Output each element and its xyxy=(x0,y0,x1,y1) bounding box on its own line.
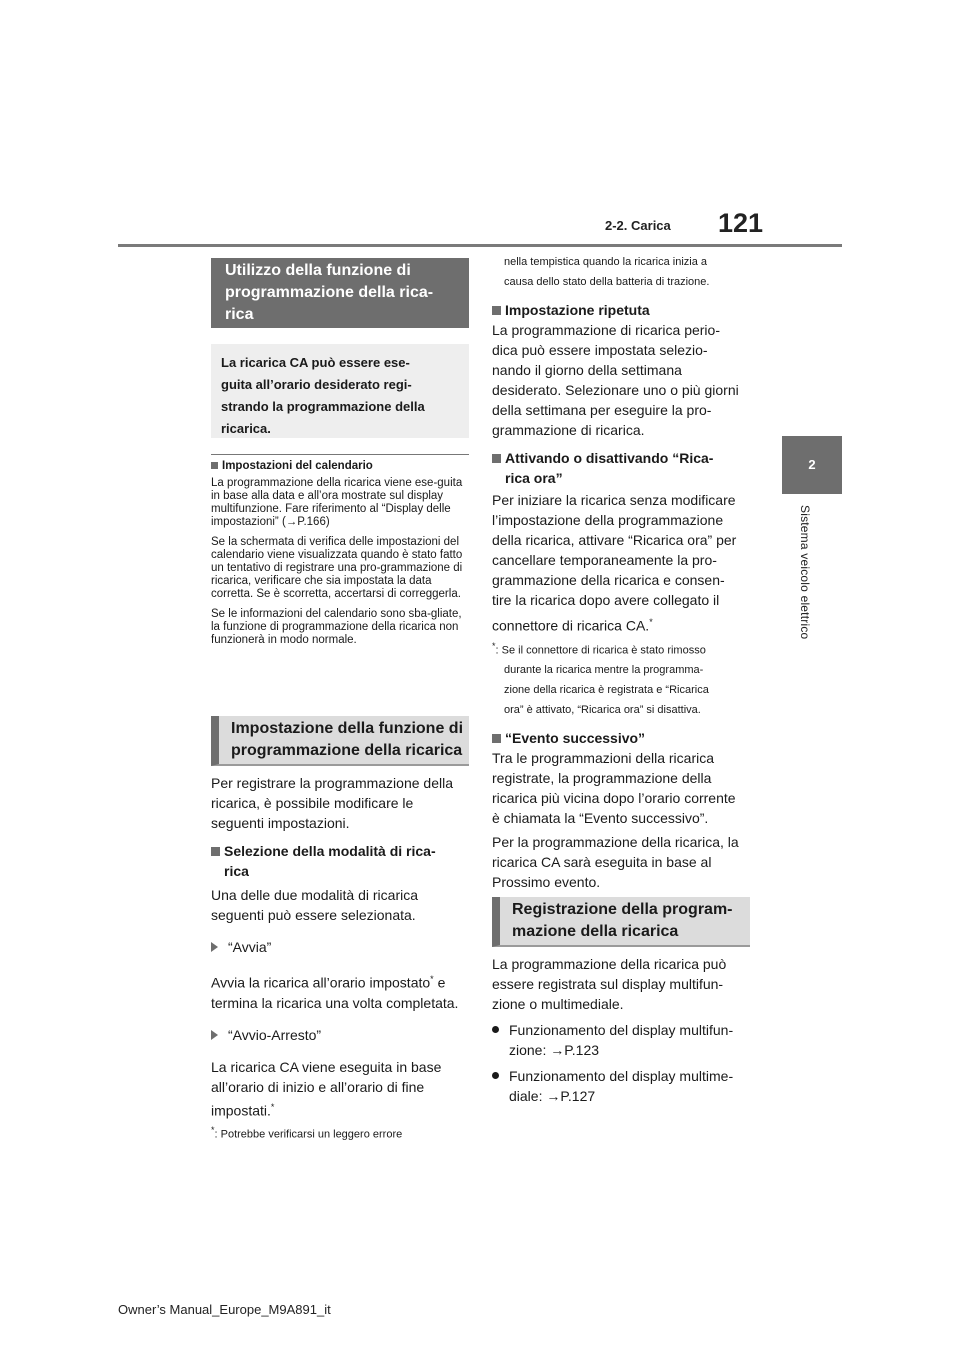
calendar-heading xyxy=(211,460,469,473)
section-title-line: programmazione della rica- xyxy=(225,284,434,301)
square-bullet-icon xyxy=(492,734,501,743)
body-line: desiderato. Selezionare uno o più giorni xyxy=(492,382,739,398)
body-text: connettore di ricarica CA. xyxy=(492,617,650,634)
now-last-line xyxy=(492,612,756,636)
body-line: registrate, la programmazione della xyxy=(492,770,712,787)
section-title-line: mazione della ricarica xyxy=(512,923,679,940)
repeat-heading xyxy=(492,300,756,320)
footnote xyxy=(492,636,756,661)
body-text: Avvia la ricarica all’orario impostato xyxy=(211,974,431,991)
square-bullet-icon xyxy=(211,462,218,469)
now-heading xyxy=(492,448,756,488)
body-line: l’impostazione della programmazione xyxy=(492,512,724,528)
body-line: grammazione di ricarica. xyxy=(492,422,645,438)
calendar-heading-text: Impostazioni del calendario xyxy=(222,460,373,472)
footer-text: Owner’s Manual_Europe_M9A891_it xyxy=(118,1302,331,1317)
body-line: cancellare temporaneamente la pro- xyxy=(492,552,717,568)
header-rule xyxy=(118,244,842,247)
bullet-multifunzione xyxy=(492,1020,756,1060)
mode-heading-line: Selezione della modalità di rica- xyxy=(224,843,436,859)
footnote-mark: * xyxy=(270,1101,275,1112)
bullet-text: zione: →P.123 xyxy=(509,1042,600,1058)
body-line: tire la ricarica dopo avere collegato il xyxy=(492,592,720,608)
section-header-impostazione xyxy=(211,716,469,766)
left-body xyxy=(211,773,473,1145)
heading-text: Impostazione ripetuta xyxy=(505,302,650,318)
bullet-multimediale xyxy=(492,1066,756,1106)
footnote-mark: * xyxy=(430,974,434,984)
body-line: La programmazione di ricarica perio- xyxy=(492,322,720,338)
square-bullet-icon xyxy=(211,847,220,856)
intro-line: guita all’orario desiderato regi- xyxy=(221,377,412,392)
body-line: ricarica, è possibile modificare le xyxy=(211,795,414,811)
avvia-desc xyxy=(211,969,473,993)
bullet-text: Funzionamento del display multime- xyxy=(509,1068,734,1084)
option-avvio-arresto xyxy=(211,1025,473,1045)
bullet-text: Funzionamento del display multifun- xyxy=(509,1022,734,1038)
footnote xyxy=(211,1120,473,1145)
right-body-2 xyxy=(492,954,756,1106)
calendar-paragraph: Se la schermata di verifica delle impostazioni del calendario viene visualizzata quando è stato fatto un tentativo di registrare una pro-grammazione di ricarica, verificare che sia impostata la data corretta. Se è scorretta, accertarsi di correggerla. xyxy=(211,536,463,600)
body-line: seguenti impostazioni. xyxy=(211,815,350,831)
body-line: essere registrata sul display multifun- xyxy=(492,976,724,992)
bullet-dot-icon xyxy=(492,1026,499,1033)
footnote-mark: * xyxy=(492,640,496,651)
body-line: ricarica più vicina dopo l’orario corrente xyxy=(492,790,736,807)
section-title-line: Utilizzo della funzione di xyxy=(225,262,411,279)
section-header-registrazione xyxy=(492,897,750,947)
bullet-dot-icon xyxy=(492,1072,499,1079)
calendar-paragraph: Se le informazioni del calendario sono sba-gliate, la funzione di programmazione della ricarica non funzionerà in modo normale. xyxy=(211,608,462,646)
body-line: termina la ricarica una volta completata. xyxy=(211,994,459,1011)
triangle-bullet-icon xyxy=(211,1030,218,1040)
body-line: Prossimo evento. xyxy=(492,874,601,891)
section-header-utilizzo xyxy=(211,258,469,328)
footnote-line: causa dello stato della batteria di trazione. xyxy=(504,276,710,288)
intro-box xyxy=(211,344,469,438)
option-label: “Avvia” xyxy=(228,939,272,955)
body-line: Per iniziare la ricarica senza modificare xyxy=(492,492,736,508)
section-title-line: Registrazione della program- xyxy=(512,901,733,918)
body-line: ricarica CA sarà eseguita in base al xyxy=(492,854,712,871)
section-title-line: rica xyxy=(225,306,254,323)
chapter-label: Sistema veicolo elettrico xyxy=(798,505,812,640)
body-line: La programmazione della ricarica può xyxy=(492,956,727,972)
footnote-text: : Se il connettore di ricarica è stato rimosso xyxy=(495,644,706,657)
heading-text: “Evento successivo” xyxy=(505,730,646,747)
body-line: della ricarica, attivare “Ricarica ora” per xyxy=(492,532,737,548)
body-line: zione o multimediale. xyxy=(492,996,624,1012)
footnote-line: durante la ricarica mentre la programma- xyxy=(504,664,704,677)
chapter-number: 2 xyxy=(808,457,816,472)
body-line: è chiamata la “Evento successivo”. xyxy=(492,810,709,827)
section-title-line: Impostazione della funzione di xyxy=(231,720,464,737)
mode-heading xyxy=(211,841,473,881)
body-text: e xyxy=(433,974,446,991)
body-line: della settimana per eseguire la pro- xyxy=(492,402,712,418)
body-line: grammazione della ricarica e consen- xyxy=(492,572,725,588)
heading-text: rica ora” xyxy=(505,470,563,486)
intro-line: ricarica. xyxy=(221,421,271,436)
section-title-line: programmazione della ricarica xyxy=(231,742,463,759)
calendar-paragraph: La programmazione della ricarica viene ese-guita in base alla data e all’ora mostrate sul display multifunzione. Fare riferimento al “Display delle impostazioni” (→P.166) xyxy=(211,477,463,528)
body-line: dica può essere impostata selezio- xyxy=(492,342,708,358)
mode-heading-line: rica xyxy=(224,863,249,879)
triangle-bullet-icon xyxy=(211,942,218,952)
body-line: Una delle due modalità di ricarica xyxy=(211,887,418,903)
footnote-line: zione della ricarica è registrata e “Ricarica xyxy=(504,684,709,697)
body-text: impostati. xyxy=(211,1102,271,1119)
body-line: Per la programmazione della ricarica, la xyxy=(492,834,739,851)
option-avvia xyxy=(211,937,473,957)
intro-line: La ricarica CA può essere ese- xyxy=(221,355,410,370)
body-line: Tra le programmazioni della ricarica xyxy=(492,750,715,767)
option-label: “Avvio-Arresto” xyxy=(228,1026,322,1043)
footnote-line: nella tempistica quando la ricarica inizia a xyxy=(504,256,707,268)
section-label: 2-2. Carica xyxy=(605,218,671,233)
body-line: seguenti può essere selezionata. xyxy=(211,907,416,923)
body-line: nando il giorno della settimana xyxy=(492,362,682,378)
footnote-mark: * xyxy=(211,1125,215,1136)
footnote-text: : Potrebbe verificarsi un leggero errore xyxy=(214,1128,403,1141)
right-body xyxy=(492,252,756,892)
square-bullet-icon xyxy=(492,454,501,463)
bullet-text: diale: →P.127 xyxy=(509,1088,596,1104)
footnote-mark: * xyxy=(649,617,653,627)
heading-text: Attivando o disattivando “Rica- xyxy=(505,450,714,466)
body-line: La ricarica CA viene eseguita in base xyxy=(211,1058,442,1075)
next-heading xyxy=(492,728,756,748)
aa-desc-last xyxy=(211,1097,473,1121)
page-number: 121 xyxy=(718,208,764,238)
body-line: Per registrare la programmazione della xyxy=(211,775,453,791)
divider xyxy=(211,454,469,455)
square-bullet-icon xyxy=(492,306,501,315)
footnote-line: ora” è attivato, “Ricarica ora” si disattiva. xyxy=(504,704,701,717)
intro-line: strando la programmazione della xyxy=(221,399,425,414)
calendar-notes xyxy=(211,460,469,654)
body-line: all’orario di inizio e all’orario di fine xyxy=(211,1078,425,1095)
